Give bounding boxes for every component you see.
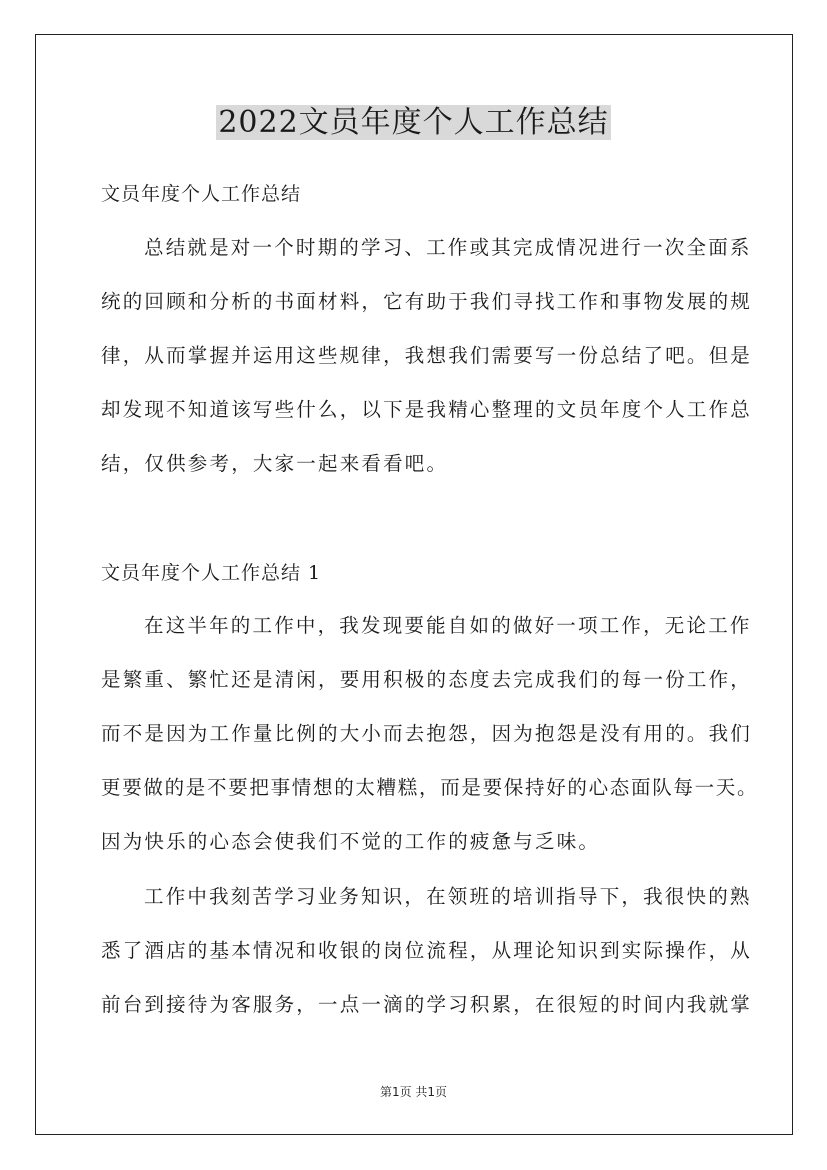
paragraph-2-line: 工作中我刻苦学习业务知识，在领班的培训指导下，我很快的熟 <box>144 885 752 908</box>
paragraph-1-line: 更要做的是不要把事情想的太糟糕，而是要保持好的心态面队每一天。 <box>101 776 759 799</box>
document-title <box>0 101 827 145</box>
document-title-text: 2022文员年度个人工作总结 <box>218 105 609 140</box>
paragraph-1-line: 是繁重、繁忙还是清闲，要用积极的态度去完成我们的每一份工作， <box>101 668 753 691</box>
section-heading-intro: 文员年度个人工作总结 <box>101 183 302 205</box>
paragraph-2-line: 悉了酒店的基本情况和收银的岗位流程，从理论知识到实际操作，从 <box>101 939 753 962</box>
intro-line: 却发现不知道该写些什么，以下是我精心整理的文员年度个人工作总 <box>101 398 753 421</box>
intro-line: 统的回顾和分析的书面材料，它有助于我们寻找工作和事物发展的规 <box>101 290 753 313</box>
intro-line: 总结就是对一个时期的学习、工作或其完成情况进行一次全面系 <box>144 236 752 259</box>
paragraph-2-line: 前台到接待为客服务，一点一滴的学习积累，在很短的时间内我就掌 <box>101 993 753 1016</box>
intro-line: 律，从而掌握并运用这些规律，我想我们需要写一份总结了吧。但是 <box>101 344 753 367</box>
paragraph-1-line: 因为快乐的心态会使我们不觉的工作的疲惫与乏味。 <box>101 830 601 853</box>
paragraph-1-line: 在这半年的工作中，我发现要能自如的做好一项工作，无论工作 <box>144 614 752 637</box>
paragraph-1-line: 而不是因为工作量比例的大小而去抱怨，因为抱怨是没有用的。我们 <box>101 722 753 745</box>
section-heading-1: 文员年度个人工作总结 1 <box>101 562 322 584</box>
page-footer: 第1页 共1页 <box>379 1085 448 1099</box>
intro-line: 结，仅供参考，大家一起来看看吧。 <box>101 452 449 475</box>
